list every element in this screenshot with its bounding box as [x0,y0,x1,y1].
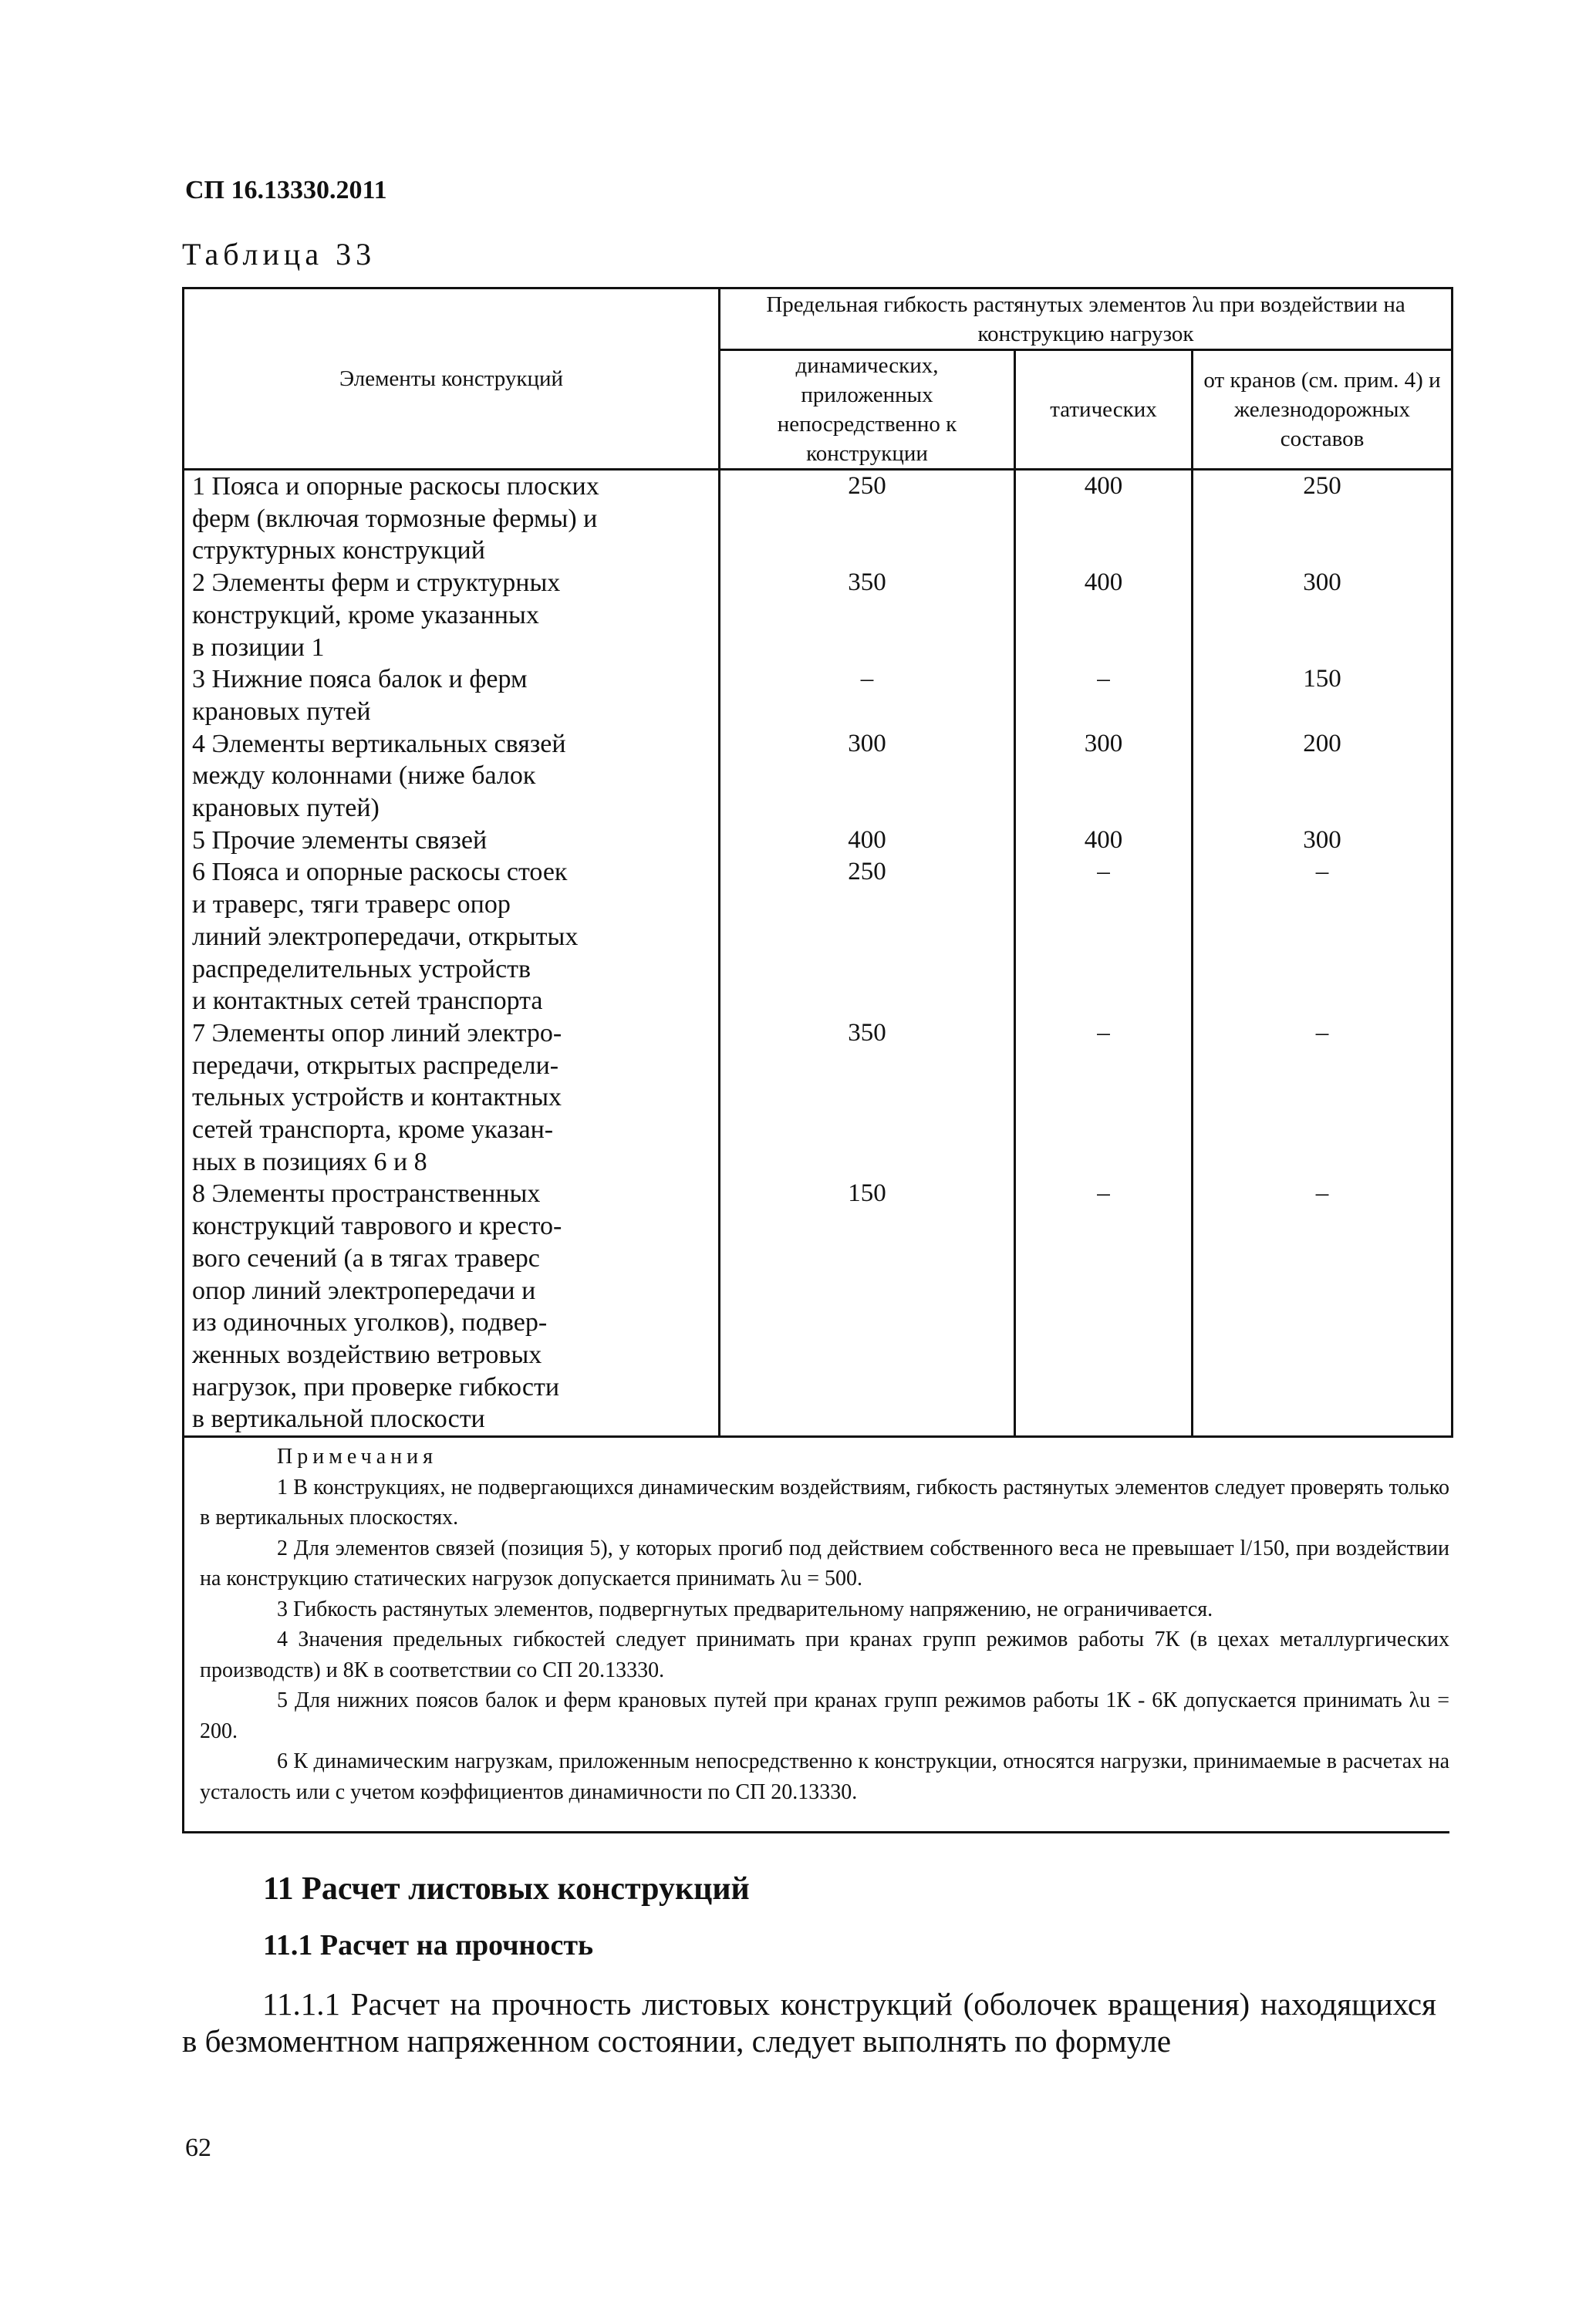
note-item: 3 Гибкость растянутых элементов, подвергнутых предварительному напряжению, не ограничивается. [277,1597,1213,1621]
header-static: татических [1015,350,1193,470]
cell-static: – [1015,1017,1193,1179]
cell-cranes: 200 [1193,728,1453,825]
cell-static: 300 [1015,728,1193,825]
note-item: 1 В конструкциях, не подвергающихся динамическим воздействиям, гибкость растянутых элементов следует проверять только в вертикальных плоскостях. [200,1475,1449,1530]
table-row [184,728,1453,825]
cell-cranes: – [1193,856,1453,1017]
cell-static: 400 [1015,470,1193,568]
body-paragraph: 11.1.1 Расчет на прочность листовых конструкций (оболочек вращения) находящихся в безмоментном напряженном состоянии, следует выполнять по формуле [182,1986,1436,2059]
cell-dynamic: 250 [720,470,1015,568]
table-row [184,825,1453,857]
note-item: 2 Для элементов связей (позиция 5), у которых прогиб под действием собственного веса не превышает l/150, при воздействии на конструкцию статических нагрузок допускается принимать λu = 500. [200,1536,1449,1590]
header-group: Предельная гибкость растянутых элементов λu при воздействии на конструкцию нагрузок [720,288,1453,350]
cell-element: 4 Элементы вертикальных связей между колоннами (ниже балок крановых путей) [184,728,720,825]
table-row [184,663,1453,727]
cell-element: 5 Прочие элементы связей [184,825,720,857]
document-code: СП 16.13330.2011 [185,176,387,204]
cell-element: 7 Элементы опор линий электро- передачи, открытых распредели- тельных устройств и контактных сетей транспорта, кроме указан- ных в позициях 6 и 8 [184,1017,720,1179]
cell-element: 2 Элементы ферм и структурных конструкций, кроме указанных в позиции 1 [184,567,720,663]
table-notes [182,1431,1449,1833]
header-elements: Элементы конструкций [184,288,720,470]
note-item: 5 Для нижних поясов балок и ферм крановых путей при кранах групп режимов работы 1К - 6К допускается принимать λu = 200. [200,1688,1449,1743]
cell-cranes: 300 [1193,567,1453,663]
section-heading: 11 Расчет листовых конструкций [263,1871,750,1907]
cell-dynamic: 150 [720,1178,1015,1436]
cell-dynamic: 350 [720,1017,1015,1179]
cell-static: – [1015,1178,1193,1436]
cell-cranes: – [1193,1017,1453,1179]
cell-static: 400 [1015,567,1193,663]
table-row [184,1178,1453,1436]
slenderness-table [182,287,1453,1438]
header-dynamic: динамических, приложенных непосредственно к конструкции [720,350,1015,470]
table-row [184,856,1453,1017]
cell-dynamic: 400 [720,825,1015,857]
page-number: 62 [185,2134,211,2162]
cell-dynamic: 300 [720,728,1015,825]
cell-cranes: 150 [1193,663,1453,727]
notes-title: Примечания [277,1445,438,1469]
subsection-heading: 11.1 Расчет на прочность [263,1929,594,1962]
table-row [184,1017,1453,1179]
cell-element: 1 Пояса и опорные раскосы плоских ферм (включая тормозные фермы) и структурных конструкций [184,470,720,568]
cell-dynamic: – [720,663,1015,727]
table-caption: Таблица 33 [182,237,376,272]
cell-cranes: 300 [1193,825,1453,857]
header-cranes: от кранов (см. прим. 4) и железнодорожных составов [1193,350,1453,470]
table-row [184,470,1453,568]
cell-dynamic: 350 [720,567,1015,663]
note-item: 4 Значения предельных гибкостей следует принимать при кранах групп режимов работы 7К (в цехах металлургических производств) и 8К в соответствии со СП 20.13330. [200,1628,1449,1682]
cell-cranes: 250 [1193,470,1453,568]
table-row [184,567,1453,663]
cell-dynamic: 250 [720,856,1015,1017]
cell-static: 400 [1015,825,1193,857]
cell-static: – [1015,663,1193,727]
cell-static: – [1015,856,1193,1017]
cell-element: 3 Нижние пояса балок и ферм крановых путей [184,663,720,727]
cell-cranes: – [1193,1178,1453,1436]
cell-element: 8 Элементы пространственных конструкций таврового и кресто- вого сечений (а в тягах траверс опор линий электропередачи и из одиночных уголков), подвер- женных воздействию ветровых нагрузок, при проверке гибкости в вертикальной плоскости [184,1178,720,1436]
note-item: 6 К динамическим нагрузкам, приложенным непосредственно к конструкции, относятся нагрузки, принимаемые в расчетах на усталость или с учетом коэффициентов динамичности по СП 20.13330. [200,1749,1449,1804]
cell-element: 6 Пояса и опорные раскосы стоек и траверс, тяги траверс опор линий электропередачи, открытых распределительных устройств и контактных сетей транспорта [184,856,720,1017]
